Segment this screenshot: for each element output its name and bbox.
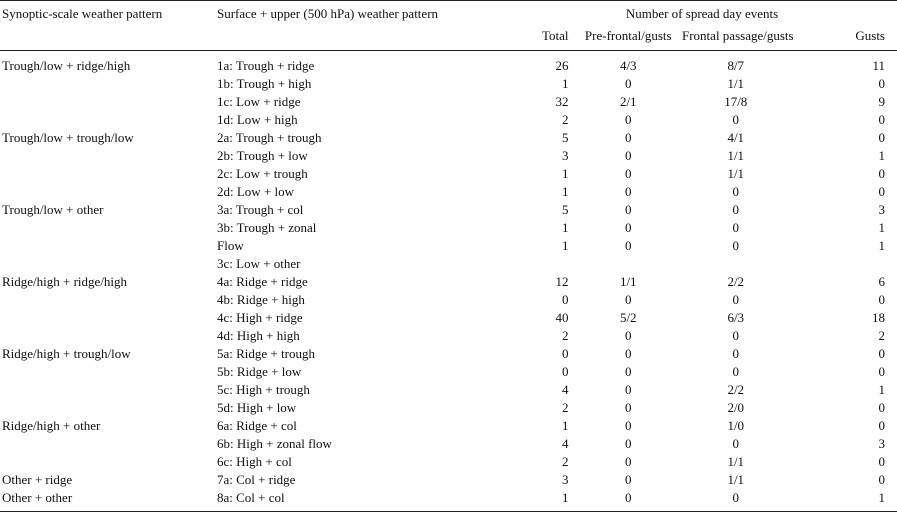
table-body [0,51,897,512]
cell-gusts: 0 [878,364,885,379]
cell-gusts: 0 [878,454,885,469]
cell-gusts: 1 [878,220,885,235]
header-synoptic: Synoptic-scale weather pattern [0,1,217,27]
cell-pattern: 5b: Ridge + low [217,364,302,379]
cell-prefrontal: 0 [625,328,632,343]
cell-synoptic [0,183,217,201]
header-group: Number of spread day events [467,1,897,27]
table-row [0,183,897,201]
cell-synoptic [0,327,217,345]
header-surface-upper: Surface + upper (500 hPa) weather pattern [217,1,467,27]
table-row [0,309,897,327]
cell-synoptic [0,219,217,237]
cell-gusts: 0 [878,184,885,199]
cell-gusts: 1 [878,382,885,397]
table-row [0,291,897,309]
cell-frontal: 0 [732,346,739,361]
cell-synoptic [0,147,217,165]
cell-prefrontal: 0 [625,346,632,361]
cell-pattern: 1d: Low + high [217,112,298,127]
cell-gusts: 0 [878,292,885,307]
cell-synoptic [0,75,217,93]
cell-total: 1 [562,166,569,181]
cell-pattern: 4c: High + ridge [217,310,303,325]
cell-gusts: 0 [878,346,885,361]
cell-frontal: 0 [732,202,739,217]
cell-pattern: 6a: Ridge + col [217,418,297,433]
cell-total: 2 [562,400,569,415]
cell-pattern: 5a: Ridge + trough [217,346,315,361]
table-row [0,399,897,417]
cell-frontal [682,255,790,273]
cell-gusts: 0 [878,76,885,91]
cell-frontal: 2/2 [727,274,745,289]
table-row [0,219,897,237]
cell-prefrontal: 0 [625,112,632,127]
cell-total: 32 [555,94,569,109]
cell-prefrontal: 0 [625,220,632,235]
cell-synoptic: Trough/low + ridge/high [2,58,131,73]
cell-frontal: 1/1 [727,454,745,469]
header-blank-1 [0,26,217,51]
cell-pattern: 3c: Low + other [217,256,301,271]
cell-synoptic [0,237,217,255]
header-row-2 [0,26,897,51]
cell-pattern: Flow [217,238,244,253]
cell-synoptic: Ridge/high + other [2,418,101,433]
cell-gusts: 0 [878,472,885,487]
cell-synoptic [0,111,217,129]
cell-gusts [790,255,897,273]
header-gusts: Gusts [790,26,897,51]
cell-frontal: 8/7 [727,58,745,73]
cell-gusts: 1 [878,148,885,163]
cell-gusts: 0 [878,130,885,145]
cell-total: 3 [562,472,569,487]
cell-gusts: 3 [878,436,885,451]
table-row [0,255,897,273]
cell-gusts: 0 [878,166,885,181]
header-frontal: Frontal passage/gusts [682,26,790,51]
cell-frontal: 0 [682,489,790,512]
cell-total: 2 [562,454,569,469]
table-row [0,129,897,147]
cell-gusts: 0 [878,112,885,127]
header-row-1 [0,1,897,27]
cell-gusts: 0 [878,418,885,433]
cell-total: 0 [562,364,569,379]
cell-gusts: 1 [790,489,897,512]
cell-synoptic: Ridge/high + ridge/high [2,274,128,289]
cell-prefrontal: 0 [625,238,632,253]
table-row [0,165,897,183]
cell-synoptic [0,363,217,381]
cell-pattern: 6b: High + zonal flow [217,436,332,451]
cell-prefrontal: 0 [625,400,632,415]
cell-frontal: 0 [732,112,739,127]
cell-synoptic [0,435,217,453]
cell-pattern: 2c: Low + trough [217,166,308,181]
table-row [0,273,897,291]
table-row [0,201,897,219]
cell-prefrontal: 0 [625,130,632,145]
table-row [0,345,897,363]
cell-prefrontal: 0 [625,382,632,397]
cell-prefrontal: 0 [625,166,632,181]
cell-frontal: 0 [732,238,739,253]
cell-pattern: 4a: Ridge + ridge [217,274,308,289]
cell-total: 0 [562,346,569,361]
table-row [0,435,897,453]
header-prefrontal: Pre-frontal/gusts [575,26,683,51]
cell-pattern: 1c: Low + ridge [217,94,301,109]
cell-prefrontal: 0 [625,184,632,199]
cell-frontal: 0 [732,364,739,379]
table-row [0,471,897,489]
table-row [0,75,897,93]
cell-prefrontal: 2/1 [619,94,637,109]
table-row [0,453,897,471]
cell-prefrontal: 0 [625,76,632,91]
cell-pattern: 4d: High + high [217,328,300,343]
table-row [0,111,897,129]
cell-synoptic [0,291,217,309]
cell-frontal: 1/1 [727,472,745,487]
cell-total: 2 [562,112,569,127]
cell-total: 4 [562,382,569,397]
table-row [0,237,897,255]
cell-frontal: 17/8 [724,94,748,109]
cell-frontal: 2/2 [727,382,745,397]
cell-prefrontal: 0 [625,472,632,487]
cell-frontal: 1/0 [727,418,745,433]
cell-frontal: 1/1 [727,76,745,91]
cell-pattern: 5c: High + trough [217,382,310,397]
cell-synoptic: Ridge/high + trough/low [2,346,131,361]
cell-prefrontal: 0 [625,436,632,451]
cell-synoptic: Trough/low + other [2,202,104,217]
cell-prefrontal: 1/1 [619,274,637,289]
cell-gusts: 6 [878,274,885,289]
cell-pattern: 2d: Low + low [217,184,295,199]
cell-synoptic [0,309,217,327]
table-row [0,57,897,75]
table-row [0,327,897,345]
cell-synoptic [0,453,217,471]
cell-prefrontal: 0 [625,418,632,433]
cell-synoptic [0,381,217,399]
table-row [0,147,897,165]
table-row [0,489,897,512]
cell-pattern: 1b: Trough + high [217,76,312,91]
cell-pattern: 3b: Trough + zonal [217,220,317,235]
cell-total: 1 [562,418,569,433]
cell-prefrontal: 0 [575,489,683,512]
cell-total: 5 [562,130,569,145]
cell-total: 3 [562,148,569,163]
cell-total [467,255,575,273]
cell-pattern: 3a: Trough + col [217,202,304,217]
table-row [0,93,897,111]
cell-gusts: 11 [872,58,885,73]
cell-synoptic: Other + other [0,489,217,512]
cell-synoptic [0,93,217,111]
cell-pattern: 8a: Col + col [217,489,467,512]
cell-pattern: 2b: Trough + low [217,148,308,163]
table-row [0,417,897,435]
cell-pattern: 7a: Col + ridge [217,472,296,487]
cell-frontal: 2/0 [727,400,745,415]
cell-gusts: 0 [878,400,885,415]
cell-gusts: 3 [878,202,885,217]
header-blank-2 [217,26,467,51]
cell-prefrontal: 4/3 [619,58,637,73]
cell-frontal: 0 [732,292,739,307]
cell-gusts: 18 [872,310,885,325]
cell-total: 40 [555,310,569,325]
cell-frontal: 4/1 [727,130,745,145]
cell-total: 1 [562,184,569,199]
cell-synoptic [0,255,217,273]
cell-total: 1 [562,238,569,253]
cell-frontal: 1/1 [727,166,745,181]
cell-total: 1 [467,489,575,512]
cell-prefrontal: 0 [625,364,632,379]
cell-prefrontal: 0 [625,202,632,217]
cell-total: 4 [562,436,569,451]
cell-frontal: 0 [732,184,739,199]
cell-frontal: 1/1 [727,148,745,163]
cell-gusts: 1 [878,238,885,253]
cell-prefrontal: 5/2 [619,310,637,325]
cell-total: 1 [562,220,569,235]
cell-frontal: 0 [732,436,739,451]
cell-gusts: 2 [878,328,885,343]
cell-total: 2 [562,328,569,343]
cell-pattern: 1a: Trough + ridge [217,58,315,73]
cell-synoptic [0,399,217,417]
cell-prefrontal [575,255,683,273]
cell-prefrontal: 0 [625,454,632,469]
cell-frontal: 0 [732,328,739,343]
cell-synoptic [0,165,217,183]
cell-total: 1 [562,76,569,91]
cell-total: 12 [555,274,569,289]
cell-pattern: 2a: Trough + trough [217,130,322,145]
cell-pattern: 4b: Ridge + high [217,292,305,307]
cell-total: 0 [562,292,569,307]
cell-synoptic: Trough/low + trough/low [2,130,134,145]
cell-synoptic: Other + ridge [2,472,73,487]
cell-prefrontal: 0 [625,292,632,307]
table-row [0,381,897,399]
table-row [0,363,897,381]
header-total: Total [467,26,575,51]
cell-frontal: 0 [732,220,739,235]
cell-total: 26 [555,58,569,73]
cell-frontal: 6/3 [727,310,745,325]
cell-total: 5 [562,202,569,217]
cell-gusts: 9 [878,94,885,109]
cell-pattern: 5d: High + low [217,400,297,415]
cell-pattern: 6c: High + col [217,454,292,469]
cell-prefrontal: 0 [625,148,632,163]
